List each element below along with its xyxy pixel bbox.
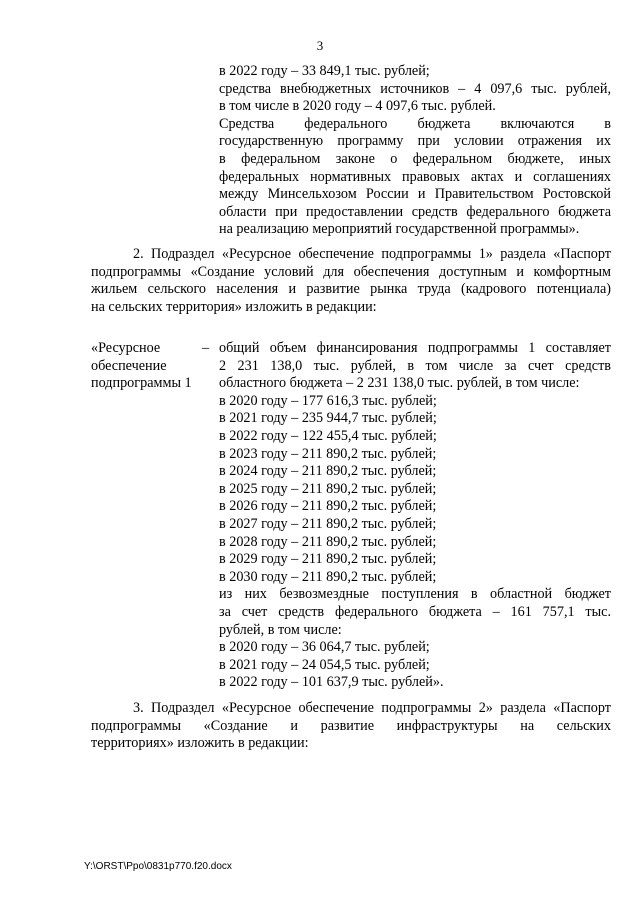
label-dash: – xyxy=(202,340,210,356)
resource-label xyxy=(91,340,201,393)
text-line: на сельских территория» изложить в редакции: xyxy=(91,298,377,315)
year-line: в 2022 году – 101 637,9 тыс. рублей». xyxy=(219,674,444,691)
year-line: в 2027 году – 211 890,2 тыс. рублей; xyxy=(219,515,437,532)
text-line: Средства федерального бюджета включаются в xyxy=(219,115,611,132)
text-line: общий объем финансирования подпрограммы 1 составляет xyxy=(219,340,611,356)
section-3-paragraph xyxy=(91,700,611,753)
year-line: в 2028 году – 211 890,2 тыс. рублей; xyxy=(219,533,437,550)
year-line: в 2030 году – 211 890,2 тыс. рублей; xyxy=(219,568,437,585)
text-line: области при предоставлении средств федерального бюджета xyxy=(219,203,611,220)
text-line: областного бюджета – 2 231 138,0 тыс. рублей, в том числе: xyxy=(219,375,580,392)
year-line: в 2022 году – 122 455,4 тыс. рублей; xyxy=(219,427,437,444)
year-line: в 2024 году – 211 890,2 тыс. рублей; xyxy=(219,463,437,480)
footer-file-path: Y:\ORST\Ppo\0831p770.f20.docx xyxy=(84,861,232,872)
page-number: 3 xyxy=(316,38,324,53)
text-line: в том числе в 2020 году – 4 097,6 тыс. рублей. xyxy=(219,98,496,115)
text-line: на реализацию мероприятий государственной программы». xyxy=(219,221,580,238)
text-line: за счет средств федерального бюджета – 161 757,1 тыс. xyxy=(219,603,611,620)
text-line: подпрограммы «Создание условий для обеспечения доступным и комфортным xyxy=(91,263,611,280)
year-line: в 2021 году – 24 054,5 тыс. рублей; xyxy=(219,656,430,673)
text-line: средства внебюджетных источников – 4 097,6 тыс. рублей, xyxy=(219,80,611,97)
text-line: государственную программу при условии отражения их xyxy=(219,133,611,150)
label-line: обеспечение xyxy=(91,357,167,374)
year-line: в 2025 году – 211 890,2 тыс. рублей; xyxy=(219,480,437,497)
label-line: «Ресурсное xyxy=(91,340,161,356)
section-2-paragraph xyxy=(91,246,611,316)
label-line: подпрограммы 1 xyxy=(91,375,192,392)
text-line: из них безвозмездные поступления в областной бюджет xyxy=(219,586,611,603)
text-line: 2 231 138,0 тыс. рублей, в том числе за счет средств xyxy=(219,357,611,374)
text-line: подпрограммы «Создание и развитие инфраструктуры на сельских xyxy=(91,717,611,734)
year-line: в 2020 году – 177 616,3 тыс. рублей; xyxy=(219,392,437,409)
text-line: 3. Подраздел «Ресурсное обеспечение подпрограммы 2» раздела «Паспорт xyxy=(133,700,611,716)
year-line: в 2021 году – 235 944,7 тыс. рублей; xyxy=(219,410,437,427)
text-line: жильем сельского населения и развитие рынка труда (кадрового потенциала) xyxy=(91,281,611,298)
text-line: в федеральном законе о федеральном бюджете, иных xyxy=(219,150,611,167)
top-block xyxy=(219,63,611,239)
year-line: в 2023 году – 211 890,2 тыс. рублей; xyxy=(219,445,437,462)
year-line: в 2026 году – 211 890,2 тыс. рублей; xyxy=(219,498,437,515)
text-line: в 2022 году – 33 849,1 тыс. рублей; xyxy=(219,63,430,79)
text-line: территориях» изложить в редакции: xyxy=(91,735,309,752)
text-line: 2. Подраздел «Ресурсное обеспечение подпрограммы 1» раздела «Паспорт xyxy=(133,246,611,262)
resource-values xyxy=(219,340,611,692)
year-line: в 2029 году – 211 890,2 тыс. рублей; xyxy=(219,551,437,568)
text-line: федеральных нормативных правовых актах и соглашениях xyxy=(219,168,611,185)
text-line: рублей, в том числе: xyxy=(219,621,342,638)
year-line: в 2020 году – 36 064,7 тыс. рублей; xyxy=(219,639,430,656)
text-line: между Минсельхозом России и Правительством Ростовской xyxy=(219,186,611,203)
